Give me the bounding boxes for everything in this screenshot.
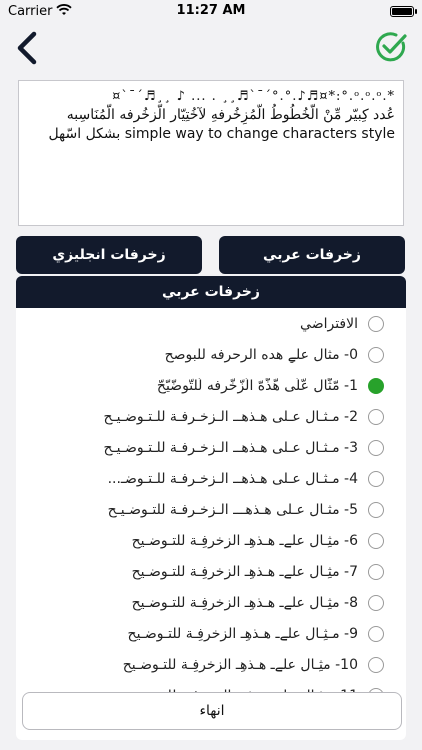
radio-button[interactable] bbox=[368, 502, 384, 518]
check-circle-icon bbox=[374, 30, 408, 64]
list-item-label: 3- مـثـال عـلى هـذهــ الـزخـرفـة للـتـوضـيـح bbox=[103, 439, 358, 456]
decorations-list[interactable] bbox=[16, 308, 406, 718]
list-item-label: 9- مـثِـال علےـ هـذهِـ الزخرفِـة للتـوضـيح bbox=[127, 625, 358, 642]
list-item-label: 6- مثِـال علےـ هـذهِـ الزخرفِـة للتـوضـيح bbox=[131, 532, 358, 549]
list-item-label: 10- مثِـال علےـ هـذهِـ الزخرفِـة للتـوضـيح bbox=[122, 656, 358, 673]
list-item[interactable] bbox=[16, 370, 406, 401]
radio-button-selected[interactable] bbox=[368, 378, 384, 394]
panel-title: زخرفات عربي bbox=[16, 276, 406, 308]
finish-button[interactable]: انهاء bbox=[22, 692, 402, 730]
radio-button[interactable] bbox=[368, 440, 384, 456]
radio-button[interactable] bbox=[368, 409, 384, 425]
radio-button[interactable] bbox=[368, 564, 384, 580]
status-bar bbox=[0, 0, 422, 22]
list-item-label: 4- مـثـال عـلى هـذهــ الـزخـرفـة للـتـوضـ... bbox=[107, 470, 358, 487]
back-button[interactable] bbox=[14, 30, 42, 66]
radio-button[interactable] bbox=[368, 595, 384, 611]
radio-button[interactable] bbox=[368, 316, 384, 332]
text-editor[interactable] bbox=[18, 80, 404, 226]
editor-line-1: *.ᵒ.ᵒ.ᵒ.°:*¤♬♪.°.°´¯`♬¸¸ . ... ♪ ¸¸♬´¯`¤ bbox=[112, 89, 395, 104]
editor-line-3: simple way to change characters style بشكل اسّهل bbox=[48, 126, 395, 142]
list-item[interactable] bbox=[16, 339, 406, 370]
list-item[interactable] bbox=[16, 525, 406, 556]
list-item[interactable] bbox=[16, 401, 406, 432]
list-item-label: 1- مّثّال عّلّى هّذّهّ الّزّخّرفه لّلتّوضّيّحّ bbox=[156, 377, 358, 394]
tab-english-decorations[interactable]: زخرفات انجليزي bbox=[16, 236, 202, 274]
list-item-label: الافتراضي bbox=[300, 315, 358, 332]
editor-line-2: عُدد كِبيّر مِّنْ الّخُطُوطُ الّمُزِخُرفهِ لآخُتِيّار الّزخُرفه الّمُنَاسِبه bbox=[66, 107, 395, 123]
list-item-label: 0- مثال علےِ هده الرحرفه للبوصح bbox=[164, 346, 358, 363]
tab-arabic-decorations[interactable]: زخرفات عربي bbox=[219, 236, 405, 274]
list-item-label: 2- مـثـال عـلى هـذهــ الـزخـرفـة للـتـوضـيـح bbox=[103, 408, 358, 425]
list-item[interactable] bbox=[16, 494, 406, 525]
battery-icon bbox=[390, 6, 414, 17]
radio-button[interactable] bbox=[368, 657, 384, 673]
list-item[interactable] bbox=[16, 432, 406, 463]
radio-button[interactable] bbox=[368, 626, 384, 642]
list-item[interactable] bbox=[16, 587, 406, 618]
carrier-label: Carrier bbox=[8, 4, 53, 19]
radio-button[interactable] bbox=[368, 533, 384, 549]
list-item-label: 8- مثِـال علےـ هـذهِـ الزخرفِـة للتـوضـيح bbox=[131, 594, 358, 611]
list-item[interactable] bbox=[16, 463, 406, 494]
list-item[interactable] bbox=[16, 618, 406, 649]
radio-button[interactable] bbox=[368, 471, 384, 487]
navigation-bar bbox=[0, 22, 422, 74]
list-item[interactable] bbox=[16, 308, 406, 339]
list-item[interactable] bbox=[16, 649, 406, 680]
list-item-label: 5- مثـال عـلى هـذهـــ الـزخـرفـة للتـوضـيـح bbox=[107, 501, 358, 518]
decorations-panel bbox=[16, 276, 406, 740]
done-button[interactable] bbox=[374, 30, 408, 64]
list-item[interactable] bbox=[16, 556, 406, 587]
chevron-left-icon bbox=[14, 30, 42, 66]
radio-button[interactable] bbox=[368, 347, 384, 363]
status-time: 11:27 AM bbox=[176, 3, 246, 18]
list-item-label: 7- مثِـال علےـ هـذهِـ الزخرفِـة للتـوضـيح bbox=[131, 563, 358, 580]
